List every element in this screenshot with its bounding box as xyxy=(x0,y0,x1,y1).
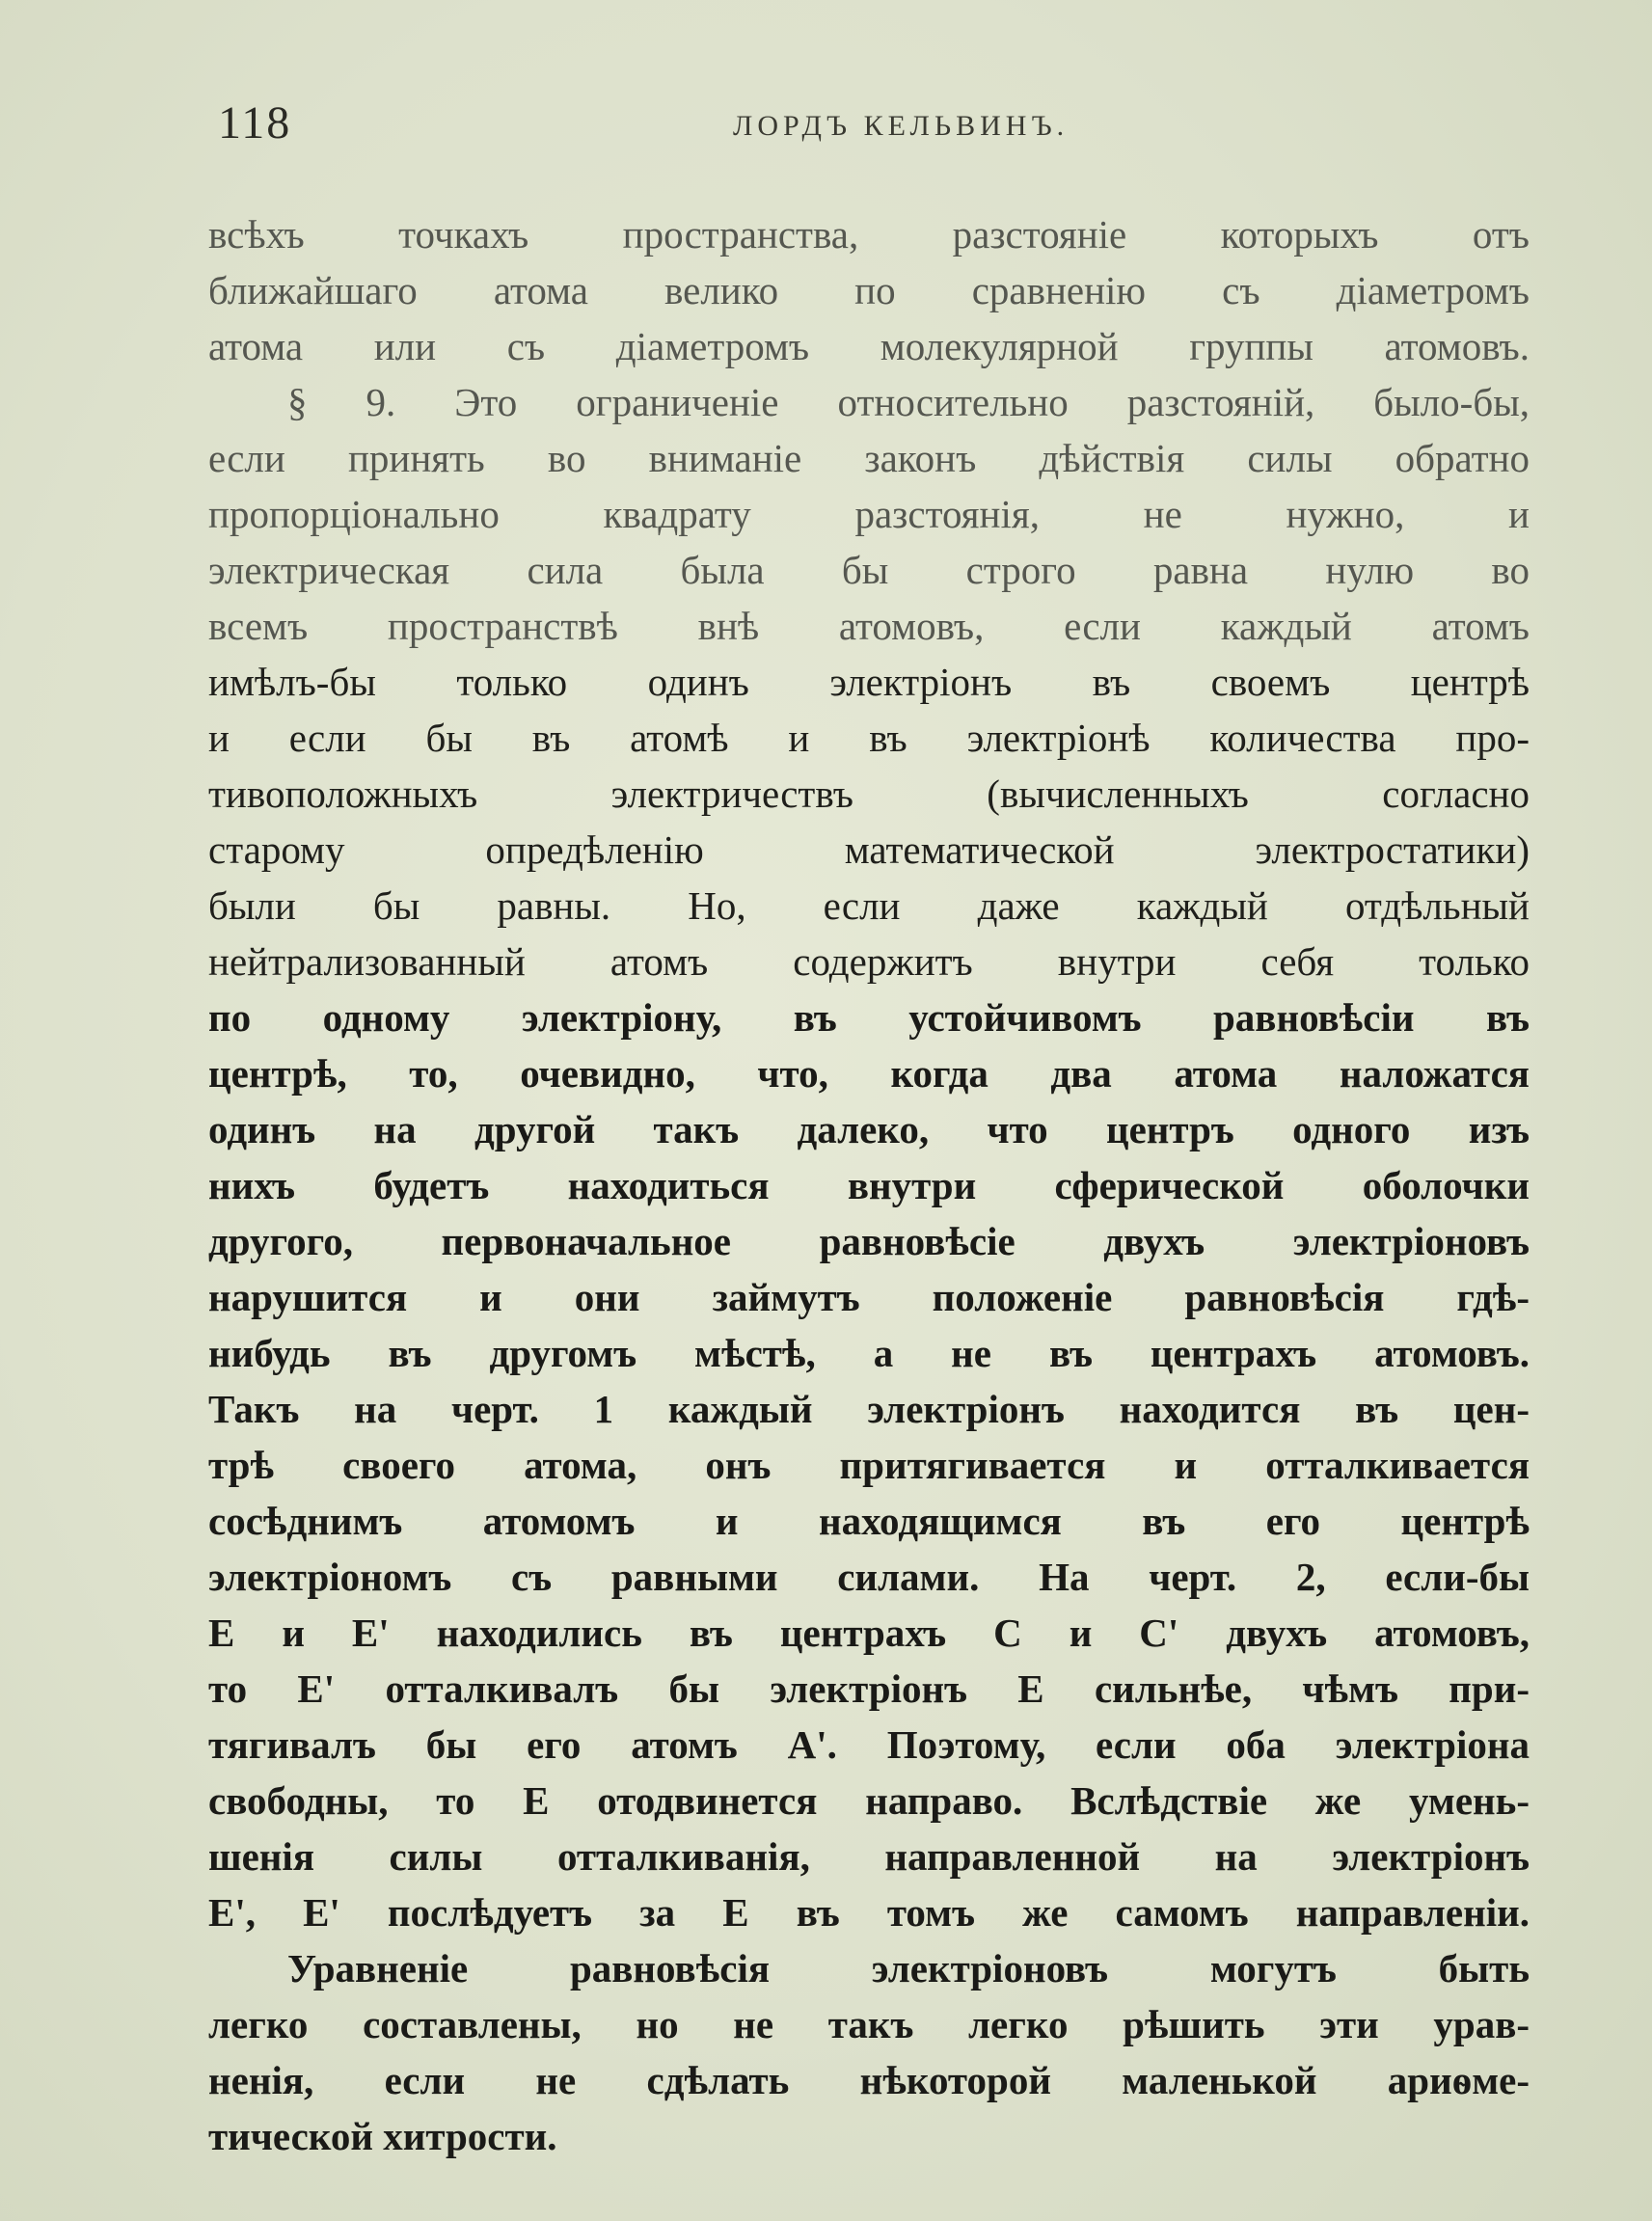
text-line: всемъ пространствѣ внѣ атомовъ, если каждый атомъ xyxy=(208,604,1530,648)
text-line: электріономъ съ равными силами. На черт. 2, если-бы xyxy=(208,1555,1530,1599)
text-line: сосѣднимъ атомомъ и находящимся въ его центрѣ xyxy=(208,1499,1530,1543)
text-line: электрическая сила была бы строго равна нулю во xyxy=(208,548,1530,592)
text-line: ненія, если не сдѣлать нѣкоторой маленькой ариѳме- xyxy=(208,2058,1530,2102)
text-line: и если бы въ атомѣ и въ электріонѣ количества про- xyxy=(208,716,1530,760)
text-line: нибудь въ другомъ мѣстѣ, а не въ центрахъ атомовъ. xyxy=(208,1331,1530,1375)
text-line: нарушится и они займутъ положеніе равновѣсія гдѣ- xyxy=(208,1275,1530,1319)
text-line: одинъ на другой такъ далеко, что центръ одного изъ xyxy=(208,1107,1530,1151)
text-line: нихъ будетъ находиться внутри сферической оболочки xyxy=(208,1163,1530,1207)
text-line: шенія силы отталкиванія, направленной на электріонъ xyxy=(208,1834,1530,1879)
text-line: Такъ на черт. 1 каждый электріонъ находится въ цен- xyxy=(208,1387,1530,1431)
text-line: E и E' находились въ центрахъ C и C' двухъ атомовъ, xyxy=(208,1611,1530,1655)
text-line: тивоположныхъ электричествъ (вычисленныхъ согласно xyxy=(208,772,1530,816)
text-line: легко составлены, но не такъ легко рѣшить эти урав- xyxy=(208,2002,1530,2046)
text-line: пропорціонально квадрату разстоянія, не нужно, и xyxy=(208,492,1530,536)
text-line: трѣ своего атома, онъ притягивается и отталкивается xyxy=(208,1443,1530,1487)
text-line: тической хитрости. xyxy=(208,2114,557,2158)
text-line: были бы равны. Но, если даже каждый отдѣльный xyxy=(208,883,1530,928)
text-line: старому опредѣленію математической электростатики) xyxy=(208,827,1530,872)
text-line: то E' отталкивалъ бы электріонъ E сильнѣе, чѣмъ при- xyxy=(208,1666,1530,1711)
page-header xyxy=(212,96,1524,154)
text-line: по одному электріону, въ устойчивомъ равновѣсіи въ xyxy=(208,995,1530,1040)
text-line: E', E' послѣдуетъ за E въ томъ же самомъ направленіи. xyxy=(208,1890,1530,1935)
body-text xyxy=(208,206,1530,2164)
text-line: свободны, то E отодвинется направо. Вслѣдствіе же умень- xyxy=(208,1778,1530,1823)
text-line: центрѣ, то, очевидно, что, когда два атома наложатся xyxy=(208,1051,1530,1096)
text-line: всѣхъ точкахъ пространства, разстояніе которыхъ отъ xyxy=(208,212,1530,257)
section-9-first-line: § 9. Это ограниченіе относительно разстояній, было-бы, xyxy=(287,380,1530,424)
paragraph-first-line: Уравненіе равновѣсія электріоновъ могутъ быть xyxy=(287,1946,1530,1991)
text-line: ближайшаго атома велико по сравненію съ діаметромъ xyxy=(208,268,1530,312)
text-line: другого, первоначальное равновѣсіе двухъ электріоновъ xyxy=(208,1219,1530,1263)
text-line: атома или съ діаметромъ молекулярной группы атомовъ. xyxy=(208,324,1530,368)
text-line: имѣлъ-бы только одинъ электріонъ въ своемъ центрѣ xyxy=(208,660,1530,704)
page-number: 118 xyxy=(218,97,292,149)
text-line: тягивалъ бы его атомъ A'. Поэтому, если оба электріона xyxy=(208,1722,1530,1767)
running-head: ЛОРДЪ КЕЛЬВИНЪ. xyxy=(733,110,1070,142)
text-line: нейтрализованный атомъ содержитъ внутри себя только xyxy=(208,939,1530,984)
text-line: если принять во вниманіе законъ дѣйствія силы обратно xyxy=(208,436,1530,480)
